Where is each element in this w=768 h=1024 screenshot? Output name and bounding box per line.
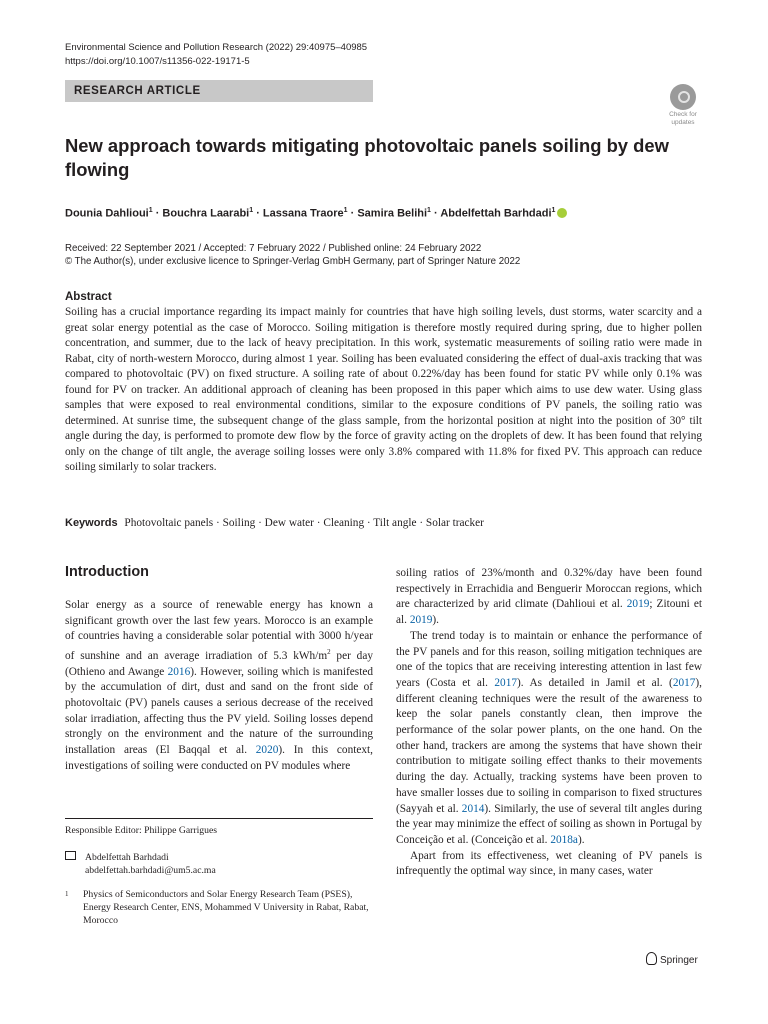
author-list: Dounia Dahlioui$^1$ · Bouchra Laarabi$^1$ · Lassana Traore$^1$ · Samira Belihi$^1$ · Abdelfettah Barhdadi$^1$ [65, 204, 705, 221]
keywords-row [65, 517, 705, 529]
citation-link[interactable]: 2019 [409, 614, 433, 627]
author-affiliation: 1 [148, 207, 153, 214]
keywords-heading: Keywords [65, 517, 118, 529]
author-affiliation: 1 [427, 207, 431, 214]
introduction-heading: Introduction [65, 564, 149, 580]
affiliation [65, 888, 373, 927]
author-affiliation: 1 [343, 207, 348, 214]
author-name[interactable]: Abdelfettah Barhdadi [440, 207, 552, 220]
body-text: ). [577, 833, 585, 846]
body-text: ). In this context, investigations of soiling were conducted on PV modules where [65, 744, 373, 772]
citation-link[interactable]: 2019 [626, 598, 650, 611]
body-text: ; Zitouni et al. [396, 598, 702, 627]
citation-link[interactable]: 2014 [461, 802, 485, 815]
body-text: ). Similarly, the use of several tilt angles during the year may minimize the effect of soiling as shown in Portugal by Conceição et al. (Conceição et al. [396, 802, 702, 846]
article-dates [65, 242, 520, 268]
author-name[interactable]: Lassana Traore [262, 207, 344, 220]
author-name[interactable]: Samira Belihi [357, 207, 428, 220]
paragraph: Apart from its effectiveness, wet cleaning of PV panels is infrequently the optimal way since, in many cases, water [396, 849, 702, 878]
keywords-list: Photovoltaic panels · Soiling · Dew water · Cleaning · Tilt angle · Solar tracker [124, 517, 484, 529]
affiliation-text: Physics of Semiconductors and Solar Energy Research Team (PSES), Energy Research Center, ENS, Mohammed V University in Rabat, Rabat, Morocco [83, 889, 369, 926]
affiliation-number: 1 [65, 890, 69, 898]
right-column-text [396, 566, 702, 880]
publisher-name: Springer [660, 955, 698, 966]
body-text: soiling ratios of 23%/month and 0.32%/day have been found respectively in Errachidia and Benguerir Moroccan regions, which are characterized by arid climate (Dahlioui et al. [396, 567, 702, 611]
body-text: ). [432, 614, 439, 627]
check-for-updates-badge[interactable] [663, 84, 703, 126]
citation-link[interactable]: 2018a [550, 833, 578, 846]
article-type-banner: RESEARCH ARTICLE [65, 80, 373, 102]
copyright-line: © The Author(s), under exclusive licence to Springer-Verlag GmbH Germany, part of Springer Nature 2022 [65, 256, 521, 267]
author-name[interactable]: Bouchra Laarabi [162, 207, 250, 220]
superscript: 2 [327, 648, 331, 657]
orcid-icon[interactable] [557, 208, 567, 218]
responsible-editor: Responsible Editor: Philippe Garrigues [65, 825, 218, 836]
body-text: ), different cleaning techniques were the result of the awareness to keep the solar panels constantly clean, then improve the performance of the solar power plants, on the one hand. On the other hand, trackers are among the systems that have shown their contribution to mitigate soiling effect thanks to their movements during the day. Actually, tracking systems have been proven to have smaller losses due to soiling in comparison to fixed structures (Sayyah et al. [396, 676, 702, 815]
abstract-text: Soiling has a crucial importance regarding its impact mainly for countries that have high soiling levels, dust storms, water scarcity and a great solar energy potential as the case of Morocco. Soiling mitigation is therefore mostly required during spring, due to higher pollen concentration, and summer, due to the lack of heavy precipitation. In this work, systematic measurements of soiling ratio were made in Rabat, city of north-western Morocco, during almost 1 year. Soiling has been evaluated considering the effect of dual-axis tracking that was compared to photovoltaic (PV) on fixed structure. A soiling rate of about 0.22%/day has been found for static PV while only 0.1% was found for PV on tracker. An additional approach of cleaning has been proposed in this paper which aims to use dew water. Using glass samples that were exposed to real environmental conditions, similar to the exposure conditions of PV panels, the soiling ratio was determined. At sunrise time, the subsequent change of the glass sample, from the horizontal position at night into the position of 30° tilt angle during the day, is performed to promote dew flow by the force of gravity acting on the droplets of dew. It has been found that relying only on the change of tilt angle, the average soiling losses were only 3.8% compared with 11.8% for fixed PV. This approach can reduce soiling similarly to solar trackers. [65, 306, 702, 473]
citation-link[interactable]: 2017 [494, 676, 517, 689]
springer-horse-icon [646, 952, 657, 965]
article-title: New approach towards mitigating photovoltaic panels soiling by dew flowing [65, 135, 669, 180]
footnote-divider [65, 818, 373, 819]
dates-line: Received: 22 September 2021 / Accepted: 7 February 2022 / Published online: 24 February 2022 [65, 243, 482, 254]
check-for-updates-icon [670, 84, 696, 110]
doi-link[interactable]: https://doi.org/10.1007/s11356-022-19171-5 [65, 56, 250, 67]
corresponding-name: Abdelfettah Barhdadi [85, 852, 169, 863]
journal-citation: Environmental Science and Pollution Research (2022) 29:40975–40985 [65, 42, 368, 53]
paragraph [396, 566, 702, 629]
author-affiliation: 1 [551, 207, 556, 214]
left-column-text [65, 598, 373, 775]
badge-line2: updates [671, 119, 695, 126]
corresponding-author [65, 851, 216, 877]
publisher-logo [646, 952, 698, 966]
citation-link[interactable]: 2017 [672, 676, 696, 689]
abstract-heading: Abstract [65, 291, 112, 303]
author-affiliation: 1 [249, 207, 254, 214]
body-text: The trend today is to maintain or enhance the performance of the PV panels and for this reason, soiling mitigation techniques are one of the topics that are receiving interesting attention in last few years (Costa et al. [396, 629, 702, 689]
envelope-icon [65, 851, 76, 860]
paragraph [396, 629, 702, 849]
author-name[interactable]: Dounia Dahlioui [65, 207, 149, 220]
corresponding-email[interactable]: abdelfettah.barhdadi@um5.ac.ma [85, 865, 216, 876]
body-text: ). However, soiling which is manifested by the accumulation of dirt, dust and sand on the front side of photovoltaic (PV) panels causes a serious decrease of the received solar irradiation, affecting thus the PV yield. Soiling losses depend strongly on the environment and the nature of the surrounding installation areas (El Baqqal et al. [65, 665, 373, 757]
citation-link[interactable]: 2016 [167, 665, 191, 678]
body-text: ). As detailed in Jamil et al. ( [517, 676, 673, 689]
body-text: per day (Othieno and Awange [65, 649, 373, 678]
body-text: Solar energy as a source of renewable energy has known a significant growth over the last few years. Morocco is an example of countries having a considerable solar potential with 3000 h/year of sunshine and an average irradiation of 5.3 kWh/m [65, 599, 373, 662]
badge-line1: Check for [669, 111, 697, 118]
citation-link[interactable]: 2020 [255, 744, 279, 757]
